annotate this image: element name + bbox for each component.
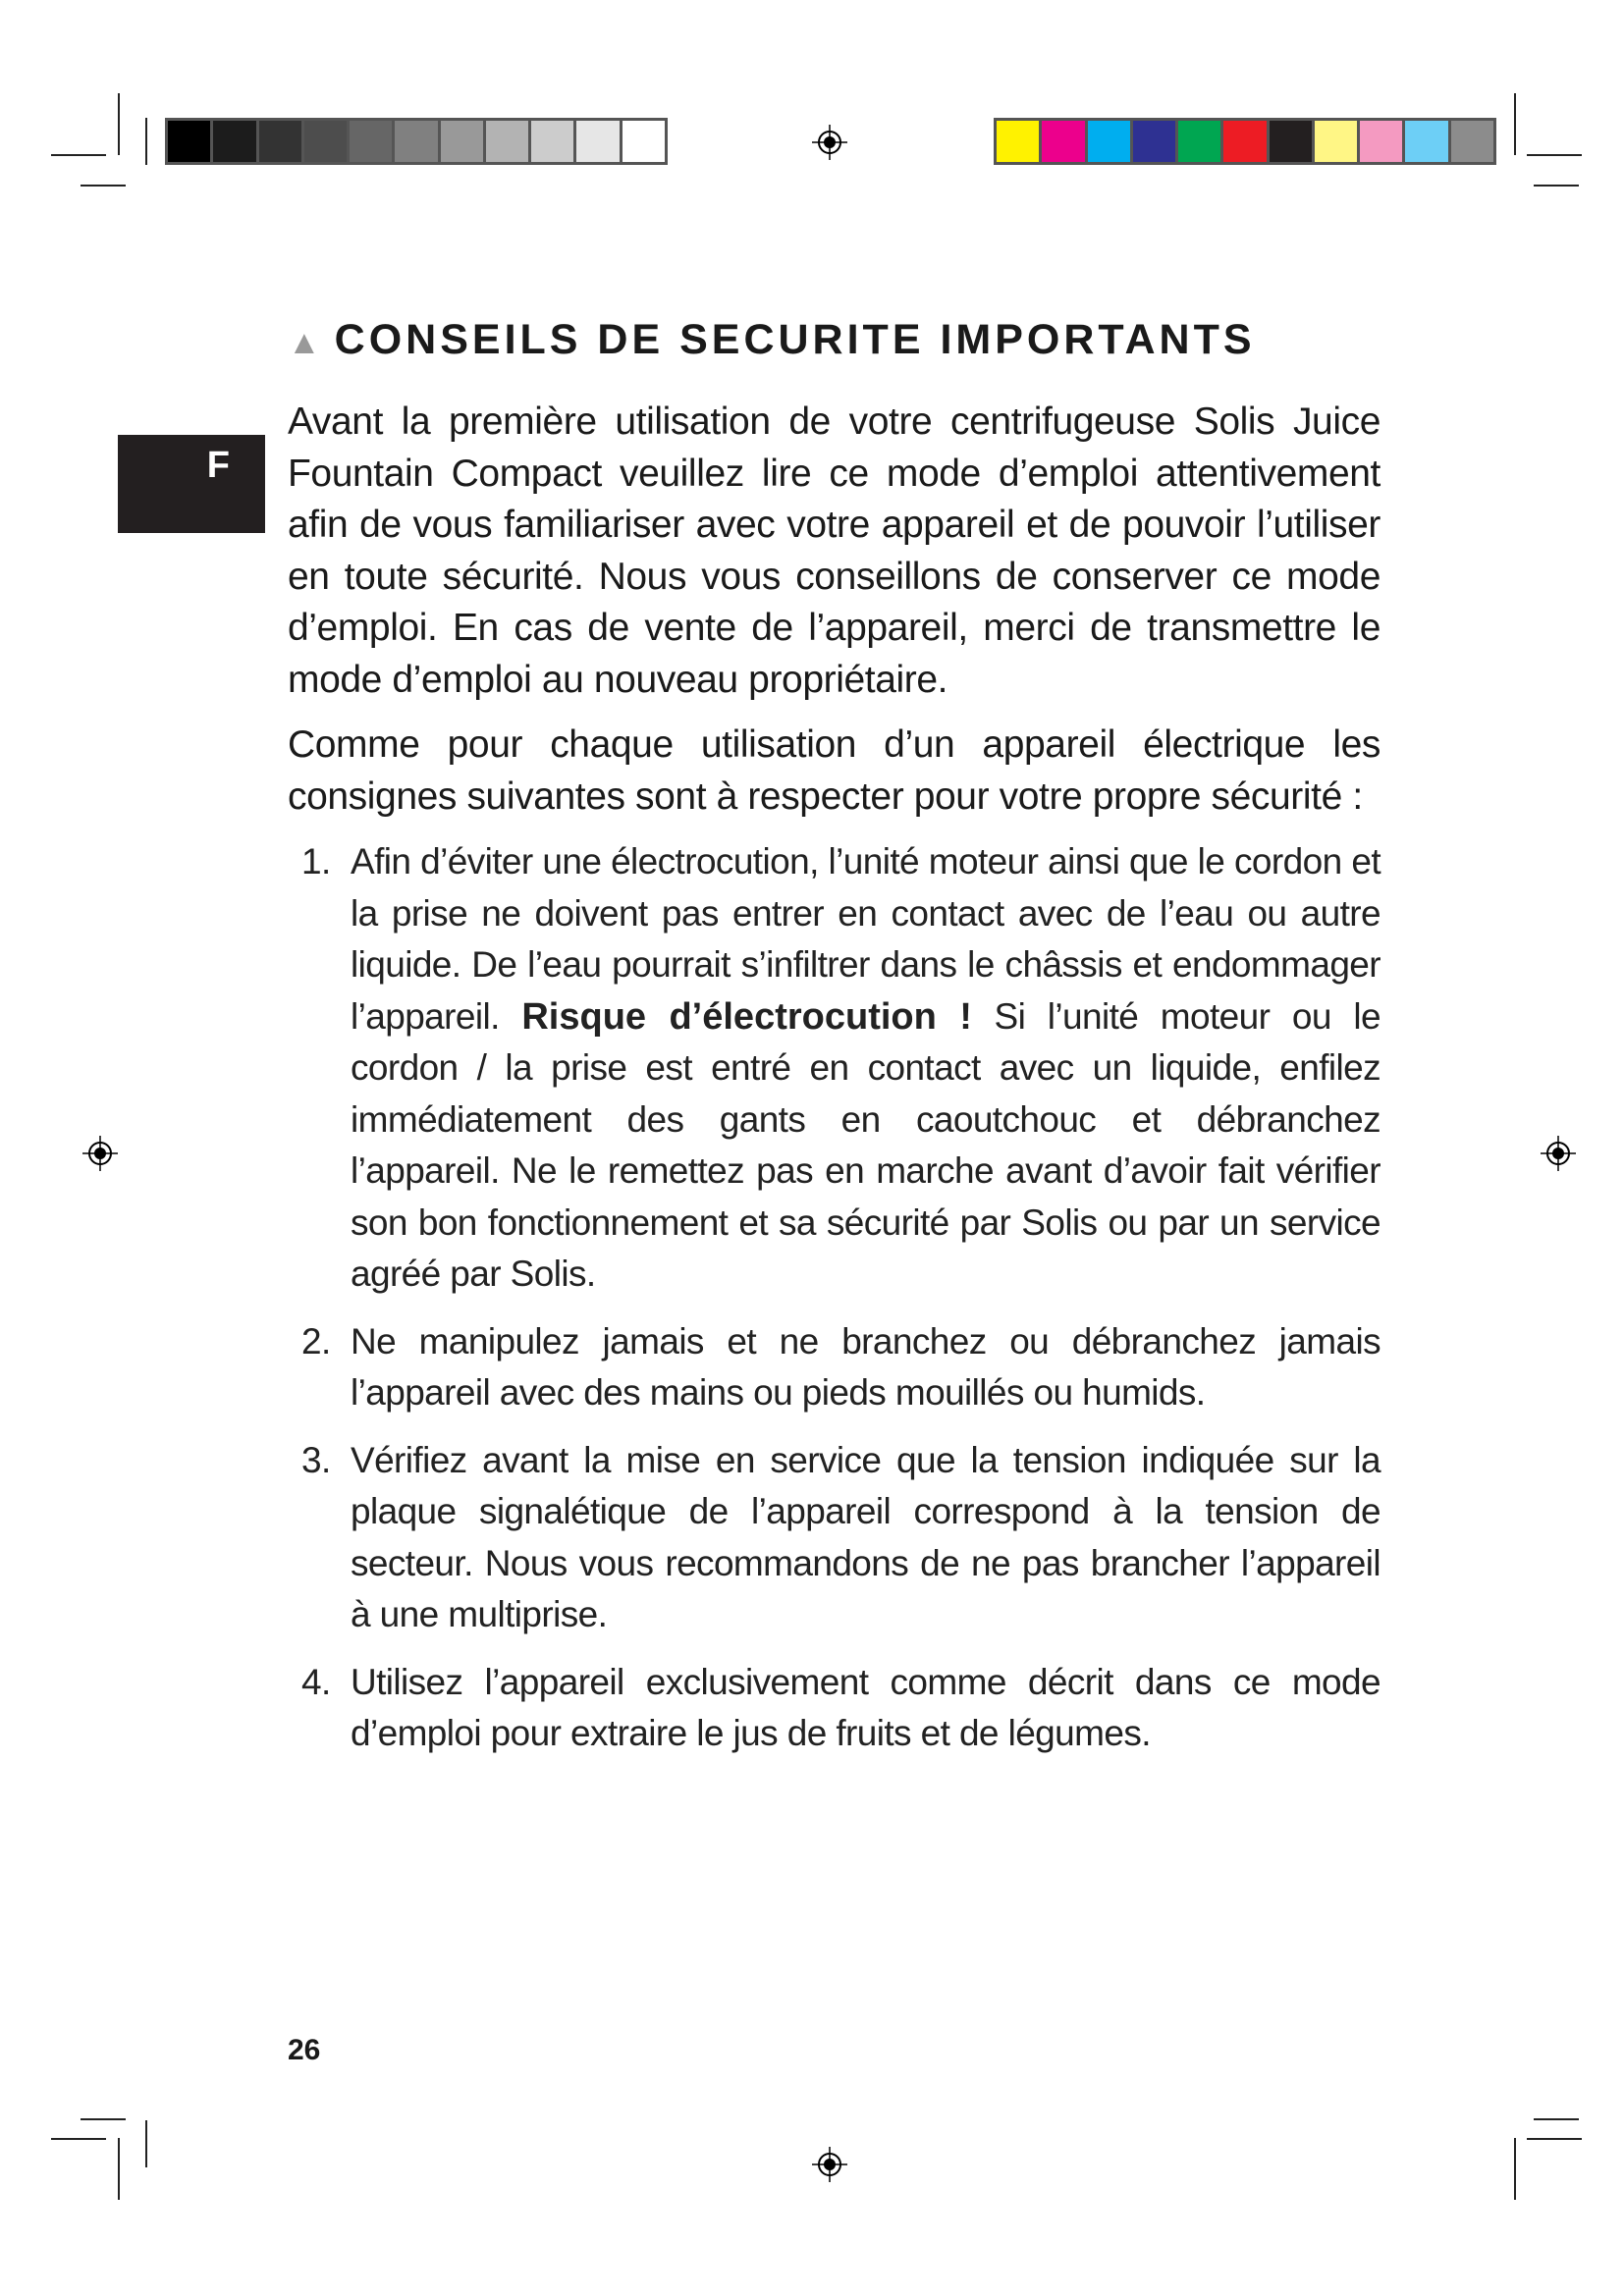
registration-mark-icon <box>1539 1134 1578 1173</box>
item-text: Afin d’éviter une électrocution, l’unité moteur ainsi que le cordon et la prise ne doivent pas entrer en contact avec de l’eau ou autre liquide. De l’eau pourrait s’infiltrer dans le châssis et endommager l’appareil. <box>351 841 1380 1037</box>
intro-paragraph: Avant la première utilisation de votre centrifugeuse Solis Juice Fountain Compact veuillez lire ce mode d’emploi attentivement afin de vous familiariser avec votre appareil et de pouvoir l’utiliser en toute sécurité. Nous vous conseillons de conserver ce mode d’emploi. En cas de vente de l’appareil, merci de transmettre le mode d’emploi au nouveau propriétaire. <box>288 400 1380 701</box>
instruction-list <box>288 836 1380 1760</box>
color-swatch <box>259 121 301 162</box>
registration-mark-icon <box>810 123 849 162</box>
color-swatch <box>1360 121 1402 162</box>
list-item <box>288 1316 1380 1419</box>
color-swatch <box>486 121 528 162</box>
crop-mark <box>145 118 147 165</box>
item-text: Ne manipulez jamais et ne branchez ou débranchez jamais l’appareil avec des mains ou pieds mouillés ou humids. <box>351 1320 1380 1413</box>
crop-mark <box>1527 2138 1582 2140</box>
color-calibration-bar <box>994 118 1496 165</box>
color-swatch <box>168 121 210 162</box>
color-swatch <box>1405 121 1447 162</box>
crop-mark <box>118 93 120 155</box>
safety-instructions <box>288 397 1380 1776</box>
color-swatch <box>304 121 347 162</box>
crop-mark <box>1527 154 1582 156</box>
crop-mark <box>118 2138 120 2200</box>
page-title <box>288 316 1256 364</box>
crop-mark <box>1534 185 1579 187</box>
color-swatch <box>213 121 255 162</box>
crop-mark <box>51 154 106 156</box>
grayscale-calibration-bar <box>165 118 668 165</box>
color-swatch <box>997 121 1039 162</box>
item-number: 2. <box>301 1320 331 1362</box>
color-swatch <box>1451 121 1493 162</box>
color-swatch <box>1315 121 1357 162</box>
intro-paragraph: Comme pour chaque utilisation d’un appareil électrique les consignes suivantes sont à respecter pour votre propre sécurité : <box>288 723 1380 818</box>
color-swatch <box>1088 121 1130 162</box>
color-swatch <box>1223 121 1266 162</box>
title-text: CONSEILS DE SECURITE IMPORTANTS <box>334 316 1256 363</box>
language-tab <box>118 435 265 533</box>
page-number: 26 <box>288 2034 321 2066</box>
list-item <box>288 836 1380 1301</box>
language-tab-label: F <box>206 445 230 486</box>
item-number: 3. <box>301 1439 331 1480</box>
crop-mark <box>81 185 126 187</box>
color-swatch <box>350 121 392 162</box>
color-swatch <box>395 121 437 162</box>
crop-mark <box>145 2120 147 2167</box>
crop-mark <box>1514 2138 1516 2200</box>
warning-text: Risque d’électrocution ! <box>521 995 972 1038</box>
list-item <box>288 1435 1380 1641</box>
item-text: Si l’unité moteur ou le cordon / la prise est entré en contact avec un liquide, enfilez immédiatement des gants en caoutchouc et débranchez l’appareil. Ne le remettez pas en marche avant d’avoir fait vérifier son bon fonctionnement et sa sécurité par Solis ou par un service agréé par Solis. <box>351 995 1381 1294</box>
color-swatch <box>576 121 619 162</box>
item-number: 1. <box>301 841 331 881</box>
item-text: Utilisez l’appareil exclusivement comme décrit dans ce mode d’emploi pour extraire le jus de fruits et de légumes. <box>351 1661 1380 1753</box>
warning-triangle-icon: ▲ <box>288 324 321 361</box>
color-swatch <box>1042 121 1084 162</box>
item-text: Vérifiez avant la mise en service que la tension indiquée sur la plaque signalétique de l’appareil correspond à la tension de secteur. Nous vous recommandons de ne pas brancher l’appareil à une multiprise. <box>351 1439 1380 1634</box>
color-swatch <box>1133 121 1175 162</box>
crop-mark <box>51 2138 106 2140</box>
color-swatch <box>1178 121 1220 162</box>
crop-mark <box>1534 2118 1579 2120</box>
crop-mark <box>81 2118 126 2120</box>
color-swatch <box>441 121 483 162</box>
registration-mark-icon <box>810 2145 849 2184</box>
registration-mark-icon <box>81 1134 120 1173</box>
item-number: 4. <box>301 1661 331 1702</box>
crop-mark <box>1514 93 1516 155</box>
color-swatch <box>531 121 573 162</box>
color-swatch <box>1270 121 1312 162</box>
color-swatch <box>623 121 665 162</box>
list-item <box>288 1657 1380 1760</box>
